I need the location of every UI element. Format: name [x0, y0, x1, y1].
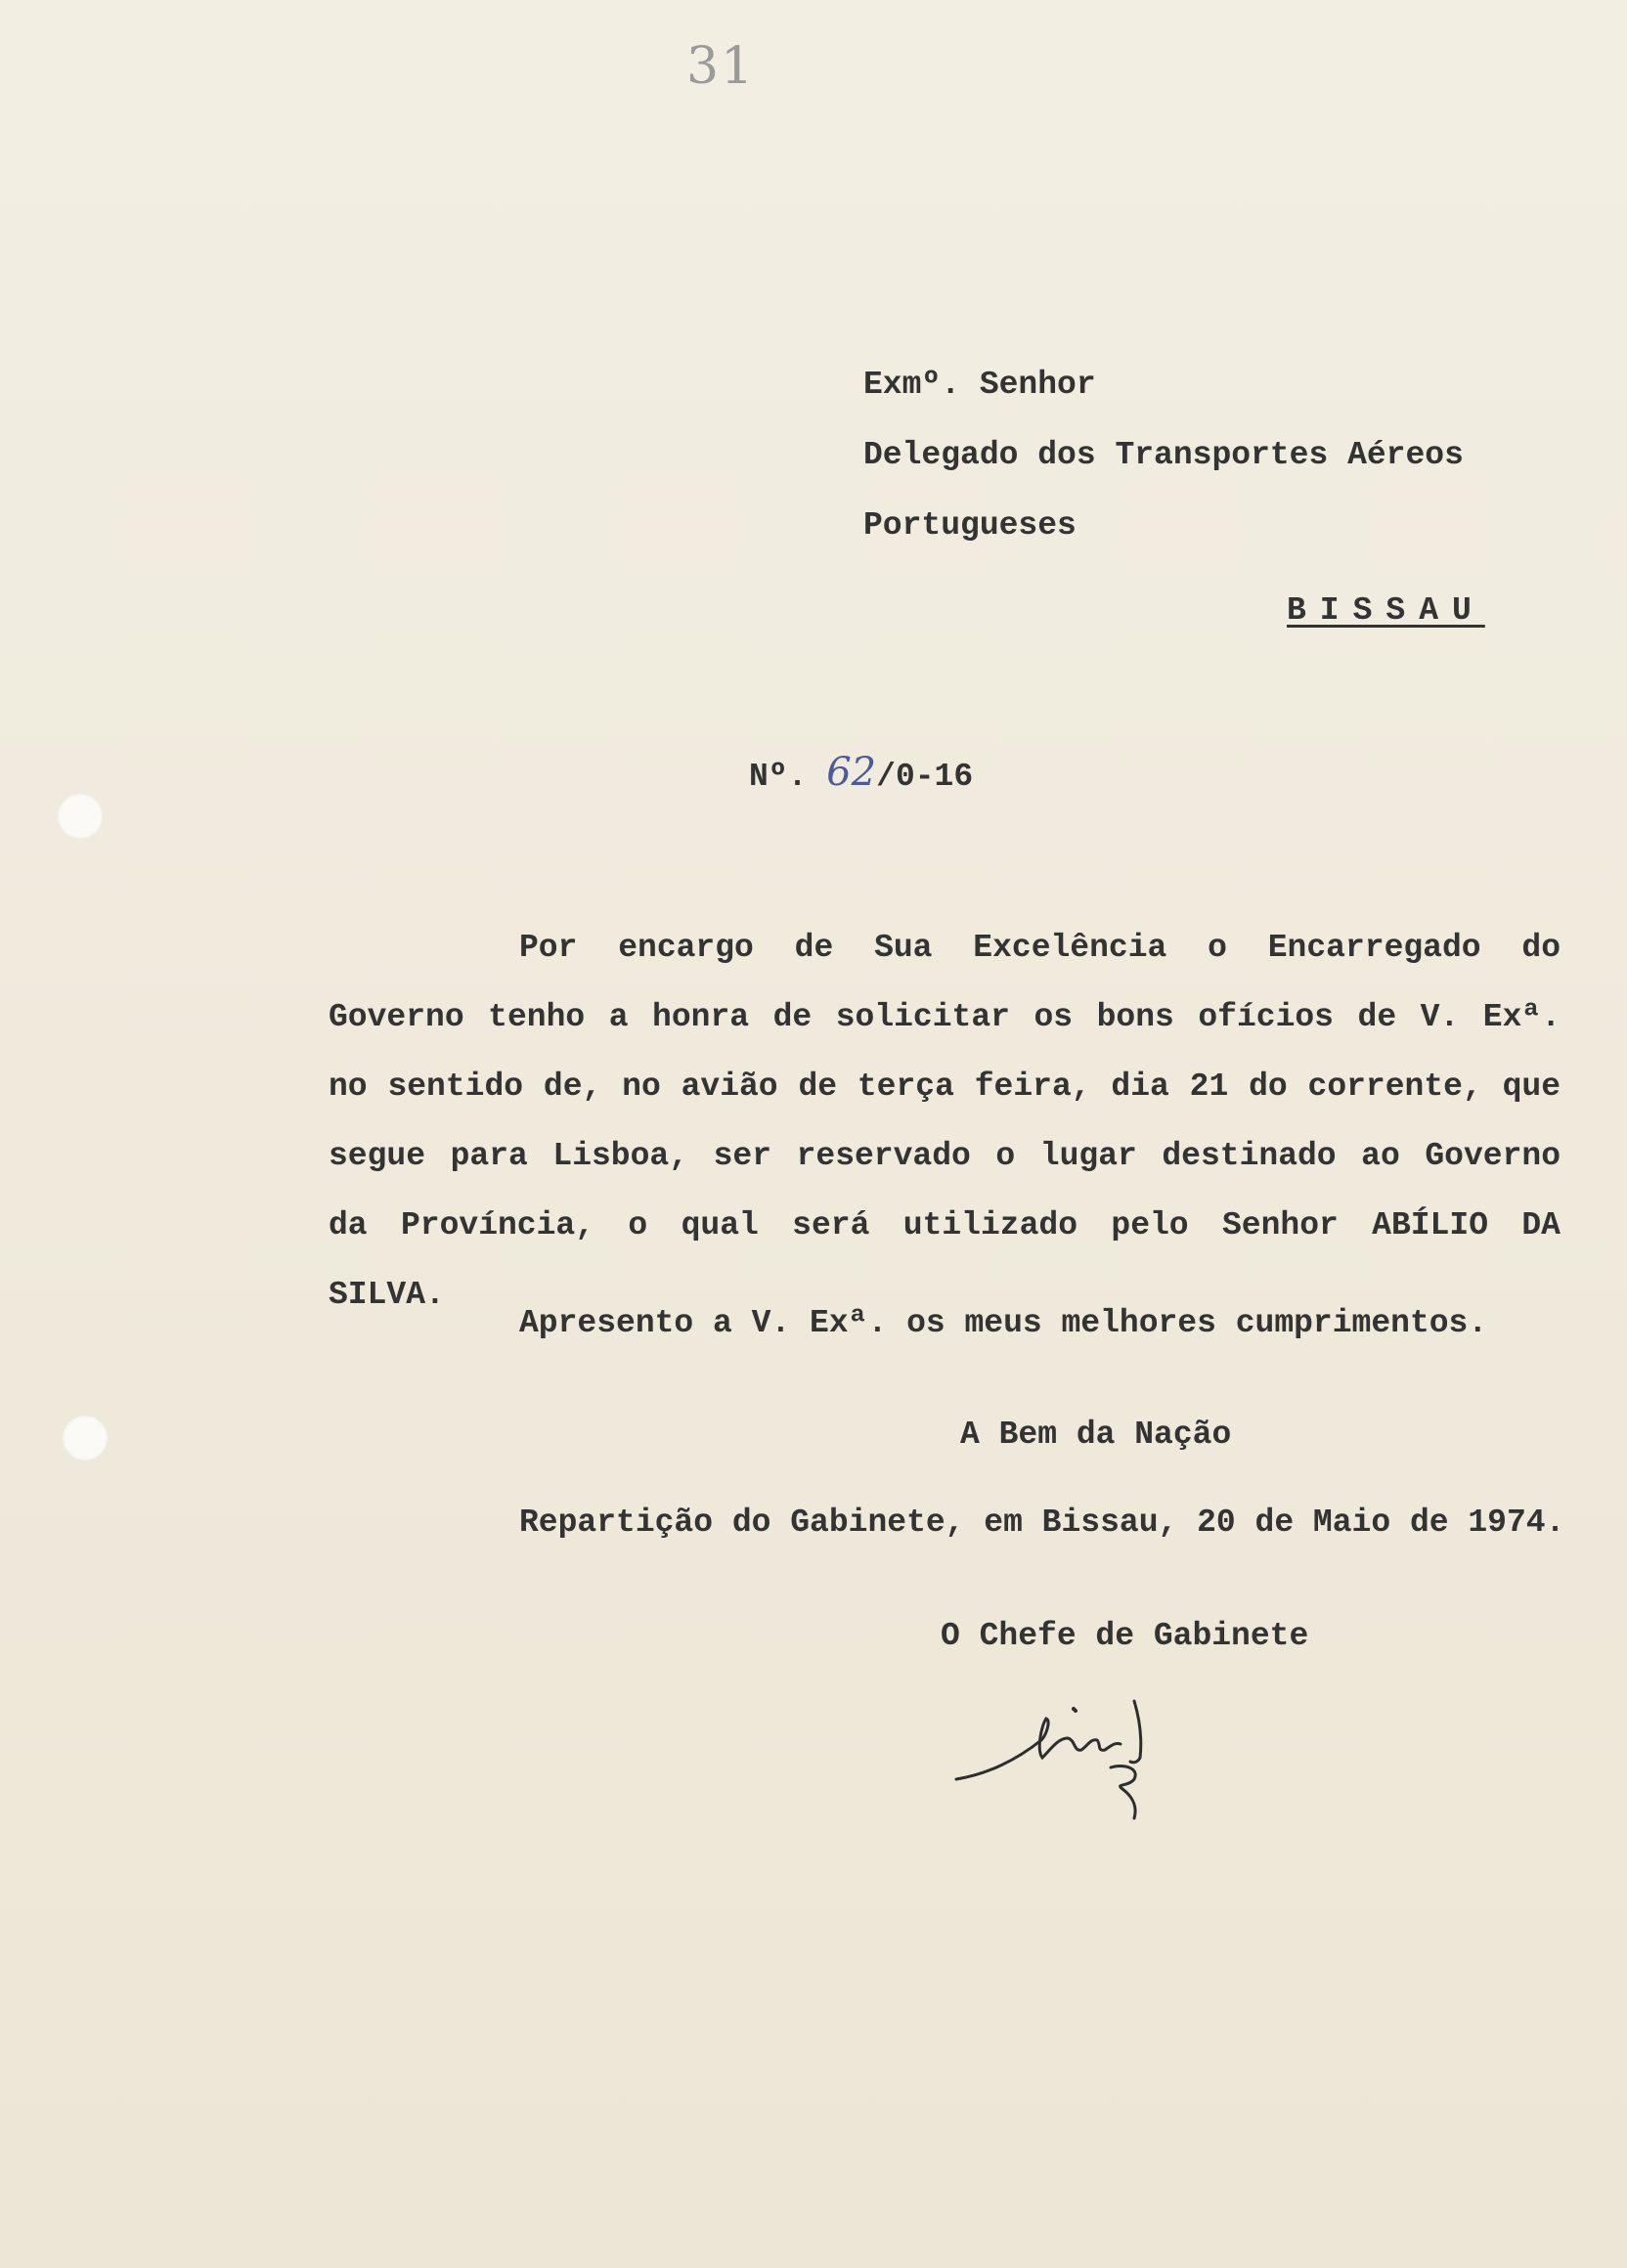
page-number-annotation: 31	[686, 37, 756, 96]
addressee-city: BISSAU	[1287, 592, 1485, 629]
addressee-line-2: Portugueses	[863, 507, 1077, 544]
closing-place-date: Repartição do Gabinete, em Bissau, 20 de Maio de 1974.	[519, 1505, 1565, 1541]
reference-handwritten-number: 62	[826, 750, 877, 795]
addressee-salutation: Exmº. Senhor	[863, 367, 1096, 403]
reference-prefix: Nº.	[749, 759, 808, 795]
reference-number	[749, 750, 974, 797]
signatory-title: O Chefe de Gabinete	[941, 1618, 1309, 1654]
punch-hole-upper	[58, 794, 103, 839]
punch-hole-lower	[63, 1416, 108, 1461]
handwritten-signature	[948, 1681, 1222, 1877]
reference-suffix: /0-16	[876, 759, 974, 795]
body-paragraph-1: Por encargo de Sua Excelência o Encarregado do Governo tenho a honra de solicitar os bons ofícios de V. Exª. no sentido de, no avião de terça feira, dia 21 do corrente, que segue para Lisboa, ser reservado o lugar destinado ao Governo da Província, o qual será utilizado pelo Senhor ABÍLIO DA SILVA.	[329, 930, 1561, 1313]
addressee-line-1: Delegado dos Transportes Aéreos	[863, 437, 1464, 473]
body-paragraph-2: Apresento a V. Exª. os meus melhores cumprimentos.	[519, 1305, 1488, 1341]
closing-motto: A Bem da Nação	[960, 1417, 1232, 1453]
